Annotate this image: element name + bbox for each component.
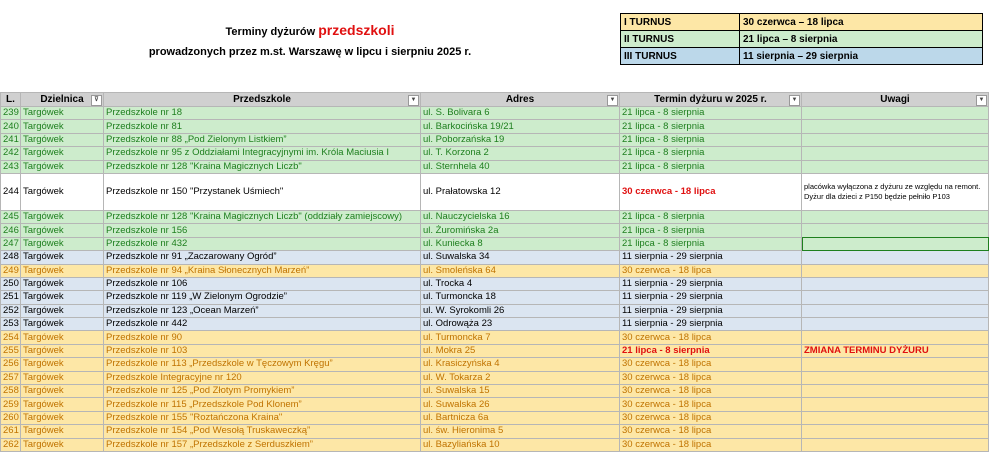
table-row bbox=[1, 251, 989, 264]
title-highlight: przedszkoli bbox=[318, 22, 395, 38]
filter-active-icon[interactable]: ⊽ bbox=[91, 95, 102, 106]
kindergarten-table bbox=[0, 92, 989, 452]
cell-address[interactable]: ul. św. Hieronima 5 bbox=[421, 425, 620, 438]
table-row bbox=[1, 425, 989, 438]
cell-term[interactable]: 21 lipca - 8 sierpnia bbox=[620, 344, 802, 357]
cell-notes[interactable] bbox=[802, 107, 989, 120]
table-row bbox=[1, 304, 989, 317]
cell-number[interactable]: 250 bbox=[1, 277, 21, 290]
cell-district[interactable]: Targówek bbox=[21, 371, 104, 384]
turnus-dates[interactable]: 11 sierpnia – 29 sierpnia bbox=[739, 48, 982, 65]
cell-address[interactable]: ul. Mokra 25 bbox=[421, 344, 620, 357]
cell-term[interactable]: 30 czerwca - 18 lipca bbox=[620, 425, 802, 438]
cell-number[interactable]: 259 bbox=[1, 398, 21, 411]
table-row bbox=[1, 120, 989, 133]
header-row bbox=[1, 93, 989, 107]
cell-district[interactable]: Targówek bbox=[21, 398, 104, 411]
cell-term[interactable]: 11 sierpnia - 29 sierpnia bbox=[620, 291, 802, 304]
cell-term[interactable]: 30 czerwca - 18 lipca bbox=[620, 371, 802, 384]
dropdown-arrow-icon[interactable]: ▼ bbox=[789, 95, 800, 106]
cell-number[interactable]: 252 bbox=[1, 304, 21, 317]
cell-term[interactable]: 21 lipca - 8 sierpnia bbox=[620, 133, 802, 146]
cell-notes[interactable] bbox=[802, 120, 989, 133]
cell-address[interactable]: ul. Suwalska 34 bbox=[421, 251, 620, 264]
cell-notes[interactable] bbox=[802, 160, 989, 173]
cell-address[interactable]: ul. Nauczycielska 16 bbox=[421, 210, 620, 223]
table-row bbox=[1, 318, 989, 331]
cell-kindergarten[interactable]: Przedszkole nr 94 „Kraina Słonecznych Marzeń” bbox=[104, 264, 421, 277]
cell-number[interactable]: 244 bbox=[1, 173, 21, 210]
cell-district[interactable]: Targówek bbox=[21, 344, 104, 357]
cell-term[interactable]: 11 sierpnia - 29 sierpnia bbox=[620, 304, 802, 317]
cell-kindergarten[interactable]: Przedszkole nr 106 bbox=[104, 277, 421, 290]
cell-address[interactable]: ul. Suwalska 15 bbox=[421, 385, 620, 398]
cell-address[interactable]: ul. S. Bolivara 6 bbox=[421, 107, 620, 120]
cell-address[interactable]: ul. Bazyliańska 10 bbox=[421, 438, 620, 451]
turnus-row-3 bbox=[621, 48, 983, 65]
cell-notes[interactable] bbox=[802, 224, 989, 237]
page-subtitle: prowadzonych przez m.st. Warszawę w lipcu i sierpniu 2025 r. bbox=[148, 46, 472, 58]
cell-number[interactable]: 255 bbox=[1, 344, 21, 357]
cell-address[interactable]: ul. Krasiczyńska 4 bbox=[421, 358, 620, 371]
cell-term[interactable]: 30 czerwca - 18 lipca bbox=[620, 411, 802, 424]
turnus-legend bbox=[620, 13, 983, 65]
cell-notes[interactable] bbox=[802, 385, 989, 398]
table-row bbox=[1, 358, 989, 371]
cell-notes[interactable] bbox=[802, 331, 989, 344]
cell-district[interactable]: Targówek bbox=[21, 173, 104, 210]
cell-district[interactable]: Targówek bbox=[21, 304, 104, 317]
cell-address[interactable]: ul. Bartnicza 6a bbox=[421, 411, 620, 424]
cell-kindergarten[interactable]: Przedszkole nr 154 „Pod Wesołą Truskaweczką” bbox=[104, 425, 421, 438]
table-row bbox=[1, 398, 989, 411]
cell-notes[interactable] bbox=[802, 147, 989, 160]
table-row bbox=[1, 224, 989, 237]
cell-notes[interactable] bbox=[802, 371, 989, 384]
turnus-dates[interactable]: 21 lipca – 8 sierpnia bbox=[739, 31, 982, 48]
cell-number[interactable]: 243 bbox=[1, 160, 21, 173]
cell-term[interactable]: 30 czerwca - 18 lipca bbox=[620, 398, 802, 411]
cell-district[interactable]: Targówek bbox=[21, 411, 104, 424]
col-header-address[interactable]: Adres ▼ bbox=[421, 93, 620, 107]
cell-term[interactable]: 11 sierpnia - 29 sierpnia bbox=[620, 251, 802, 264]
cell-district[interactable]: Targówek bbox=[21, 210, 104, 223]
cell-kindergarten[interactable]: Przedszkole nr 115 „Przedszkole Pod Klonem” bbox=[104, 398, 421, 411]
cell-number[interactable]: 240 bbox=[1, 120, 21, 133]
table-row bbox=[1, 411, 989, 424]
table-row bbox=[1, 210, 989, 223]
table-row bbox=[1, 438, 989, 451]
cell-notes[interactable] bbox=[802, 358, 989, 371]
cell-district[interactable]: Targówek bbox=[21, 291, 104, 304]
table-row bbox=[1, 277, 989, 290]
cell-address[interactable]: ul. Prałatowska 12 bbox=[421, 173, 620, 210]
col-header-number[interactable]: L. bbox=[1, 93, 21, 107]
cell-kindergarten[interactable]: Przedszkole nr 150 "Przystanek Uśmiech" bbox=[104, 173, 421, 210]
cell-number[interactable]: 253 bbox=[1, 318, 21, 331]
cell-district[interactable]: Targówek bbox=[21, 264, 104, 277]
table-row bbox=[1, 385, 989, 398]
cell-address[interactable]: ul. T. Korzona 2 bbox=[421, 147, 620, 160]
cell-term[interactable]: 21 lipca - 8 sierpnia bbox=[620, 224, 802, 237]
cell-address[interactable]: ul. Sternhela 40 bbox=[421, 160, 620, 173]
cell-notes[interactable] bbox=[802, 291, 989, 304]
cell-address[interactable]: ul. Smoleńska 64 bbox=[421, 264, 620, 277]
table-row bbox=[1, 237, 989, 250]
turnus-row-2 bbox=[621, 31, 983, 48]
cell-address[interactable]: ul. Poborzańska 19 bbox=[421, 133, 620, 146]
cell-number[interactable]: 242 bbox=[1, 147, 21, 160]
cell-district[interactable]: Targówek bbox=[21, 160, 104, 173]
table-row bbox=[1, 107, 989, 120]
cell-kindergarten[interactable]: Przedszkole nr 95 z Oddziałami Integracyjnymi im. Króla Maciusia I bbox=[104, 147, 421, 160]
cell-number[interactable]: 249 bbox=[1, 264, 21, 277]
turnus-name[interactable]: I TURNUS bbox=[621, 14, 740, 31]
cell-district[interactable]: Targówek bbox=[21, 237, 104, 250]
cell-number[interactable]: 254 bbox=[1, 331, 21, 344]
cell-number[interactable]: 258 bbox=[1, 385, 21, 398]
table-row bbox=[1, 344, 989, 357]
turnus-name[interactable]: II TURNUS bbox=[621, 31, 740, 48]
dropdown-arrow-icon[interactable]: ▼ bbox=[607, 95, 618, 106]
turnus-dates[interactable]: 30 czerwca – 18 lipca bbox=[739, 14, 982, 31]
cell-notes[interactable]: ZMIANA TERMINU DYŻURU bbox=[802, 344, 989, 357]
cell-number[interactable]: 251 bbox=[1, 291, 21, 304]
cell-kindergarten[interactable]: Przedszkole nr 432 bbox=[104, 237, 421, 250]
cell-term[interactable]: 11 sierpnia - 29 sierpnia bbox=[620, 277, 802, 290]
table-row bbox=[1, 133, 989, 146]
cell-term[interactable]: 21 lipca - 8 sierpnia bbox=[620, 210, 802, 223]
cell-kindergarten[interactable]: Przedszkole nr 88 „Pod Zielonym Listkiem” bbox=[104, 133, 421, 146]
cell-kindergarten[interactable]: Przedszkole Integracyjne nr 120 bbox=[104, 371, 421, 384]
cell-number[interactable]: 261 bbox=[1, 425, 21, 438]
cell-number[interactable]: 245 bbox=[1, 210, 21, 223]
cell-kindergarten[interactable]: Przedszkole nr 18 bbox=[104, 107, 421, 120]
cell-address[interactable]: ul. Turmoncka 7 bbox=[421, 331, 620, 344]
cell-address[interactable]: ul. Barkocińska 19/21 bbox=[421, 120, 620, 133]
cell-district[interactable]: Targówek bbox=[21, 133, 104, 146]
cell-address[interactable]: ul. Suwalska 26 bbox=[421, 398, 620, 411]
cell-notes[interactable] bbox=[802, 210, 989, 223]
cell-district[interactable]: Targówek bbox=[21, 318, 104, 331]
cell-notes[interactable] bbox=[802, 277, 989, 290]
col-header-district[interactable]: Dzielnica ⊽ bbox=[21, 93, 104, 107]
cell-district[interactable]: Targówek bbox=[21, 107, 104, 120]
cell-notes[interactable] bbox=[802, 133, 989, 146]
cell-district[interactable]: Targówek bbox=[21, 251, 104, 264]
cell-address[interactable]: ul. Turmoncka 18 bbox=[421, 291, 620, 304]
cell-kindergarten[interactable]: Przedszkole nr 128 "Kraina Magicznych Liczb" (oddziały zamiejscowy) bbox=[104, 210, 421, 223]
title-prefix: Terminy dyżurów bbox=[225, 26, 316, 38]
cell-number[interactable]: 260 bbox=[1, 411, 21, 424]
cell-address[interactable]: ul. Żuromińska 2a bbox=[421, 224, 620, 237]
cell-term[interactable]: 21 lipca - 8 sierpnia bbox=[620, 237, 802, 250]
cell-notes[interactable] bbox=[802, 237, 989, 250]
table-row bbox=[1, 331, 989, 344]
cell-term[interactable]: 30 czerwca - 18 lipca bbox=[620, 358, 802, 371]
dropdown-arrow-icon[interactable]: ▼ bbox=[976, 95, 987, 106]
col-header-notes[interactable]: Uwagi ▼ bbox=[802, 93, 989, 107]
table-row bbox=[1, 371, 989, 384]
cell-notes[interactable] bbox=[802, 318, 989, 331]
turnus-row-1 bbox=[621, 14, 983, 31]
cell-kindergarten[interactable]: Przedszkole nr 81 bbox=[104, 120, 421, 133]
cell-notes[interactable] bbox=[802, 438, 989, 451]
table-row bbox=[1, 147, 989, 160]
cell-term[interactable]: 30 czerwca - 18 lipca bbox=[620, 173, 802, 210]
cell-notes[interactable] bbox=[802, 251, 989, 264]
col-header-term[interactable]: Termin dyżuru w 2025 r. ▼ bbox=[620, 93, 802, 107]
cell-district[interactable]: Targówek bbox=[21, 385, 104, 398]
cell-notes[interactable]: placówka wyłączona z dyżuru ze względu na remont. Dyżur dla dzieci z P150 będzie pełniło P103 bbox=[802, 173, 989, 210]
cell-kindergarten[interactable]: Przedszkole nr 125 „Pod Złotym Promykiem” bbox=[104, 385, 421, 398]
cell-address[interactable]: ul. Trocka 4 bbox=[421, 277, 620, 290]
cell-number[interactable]: 257 bbox=[1, 371, 21, 384]
cell-district[interactable]: Targówek bbox=[21, 438, 104, 451]
cell-district[interactable]: Targówek bbox=[21, 224, 104, 237]
cell-kindergarten[interactable]: Przedszkole nr 123 „Ocean Marzeń” bbox=[104, 304, 421, 317]
cell-address[interactable]: ul. Odrowąża 23 bbox=[421, 318, 620, 331]
cell-notes[interactable] bbox=[802, 425, 989, 438]
cell-term[interactable]: 11 sierpnia - 29 sierpnia bbox=[620, 318, 802, 331]
cell-kindergarten[interactable]: Przedszkole nr 442 bbox=[104, 318, 421, 331]
table-row bbox=[1, 291, 989, 304]
cell-term[interactable]: 21 lipca - 8 sierpnia bbox=[620, 107, 802, 120]
cell-kindergarten[interactable]: Przedszkole nr 90 bbox=[104, 331, 421, 344]
cell-notes[interactable] bbox=[802, 304, 989, 317]
cell-number[interactable]: 262 bbox=[1, 438, 21, 451]
cell-address[interactable]: ul. W. Syrokomli 26 bbox=[421, 304, 620, 317]
cell-district[interactable]: Targówek bbox=[21, 358, 104, 371]
cell-kindergarten[interactable]: Przedszkole nr 155 "Roztańczona Kraina" bbox=[104, 411, 421, 424]
cell-number[interactable]: 247 bbox=[1, 237, 21, 250]
table-row bbox=[1, 160, 989, 173]
cell-district[interactable]: Targówek bbox=[21, 331, 104, 344]
cell-kindergarten[interactable]: Przedszkole nr 157 „Przedszkole z Serduszkiem” bbox=[104, 438, 421, 451]
cell-kindergarten[interactable]: Przedszkole nr 103 bbox=[104, 344, 421, 357]
cell-address[interactable]: ul. Kuniecka 8 bbox=[421, 237, 620, 250]
cell-kindergarten[interactable]: Przedszkole nr 128 "Kraina Magicznych Liczb" bbox=[104, 160, 421, 173]
page-title bbox=[0, 22, 620, 38]
cell-term[interactable]: 30 czerwca - 18 lipca bbox=[620, 385, 802, 398]
cell-term[interactable]: 30 czerwca - 18 lipca bbox=[620, 264, 802, 277]
col-header-kindergarten[interactable]: Przedszkole ▼ bbox=[104, 93, 421, 107]
cell-number[interactable]: 239 bbox=[1, 107, 21, 120]
cell-kindergarten[interactable]: Przedszkole nr 113 „Przedszkole w Tęczowym Kręgu” bbox=[104, 358, 421, 371]
cell-kindergarten[interactable]: Przedszkole nr 119 „W Zielonym Ogrodzie” bbox=[104, 291, 421, 304]
cell-term[interactable]: 21 lipca - 8 sierpnia bbox=[620, 120, 802, 133]
table-row bbox=[1, 264, 989, 277]
cell-district[interactable]: Targówek bbox=[21, 277, 104, 290]
dropdown-arrow-icon[interactable]: ▼ bbox=[408, 95, 419, 106]
table-row bbox=[1, 173, 989, 210]
cell-address[interactable]: ul. W. Tokarza 2 bbox=[421, 371, 620, 384]
cell-term[interactable]: 21 lipca - 8 sierpnia bbox=[620, 160, 802, 173]
cell-number[interactable]: 241 bbox=[1, 133, 21, 146]
cell-number[interactable]: 248 bbox=[1, 251, 21, 264]
cell-number[interactable]: 246 bbox=[1, 224, 21, 237]
cell-term[interactable]: 21 lipca - 8 sierpnia bbox=[620, 147, 802, 160]
cell-number[interactable]: 256 bbox=[1, 358, 21, 371]
cell-district[interactable]: Targówek bbox=[21, 120, 104, 133]
cell-kindergarten[interactable]: Przedszkole nr 91 „Zaczarowany Ogród” bbox=[104, 251, 421, 264]
cell-term[interactable]: 30 czerwca - 18 lipca bbox=[620, 331, 802, 344]
cell-district[interactable]: Targówek bbox=[21, 425, 104, 438]
cell-notes[interactable] bbox=[802, 398, 989, 411]
cell-kindergarten[interactable]: Przedszkole nr 156 bbox=[104, 224, 421, 237]
cell-district[interactable]: Targówek bbox=[21, 147, 104, 160]
cell-notes[interactable] bbox=[802, 411, 989, 424]
cell-term[interactable]: 30 czerwca - 18 lipca bbox=[620, 438, 802, 451]
turnus-name[interactable]: III TURNUS bbox=[621, 48, 740, 65]
cell-notes[interactable] bbox=[802, 264, 989, 277]
